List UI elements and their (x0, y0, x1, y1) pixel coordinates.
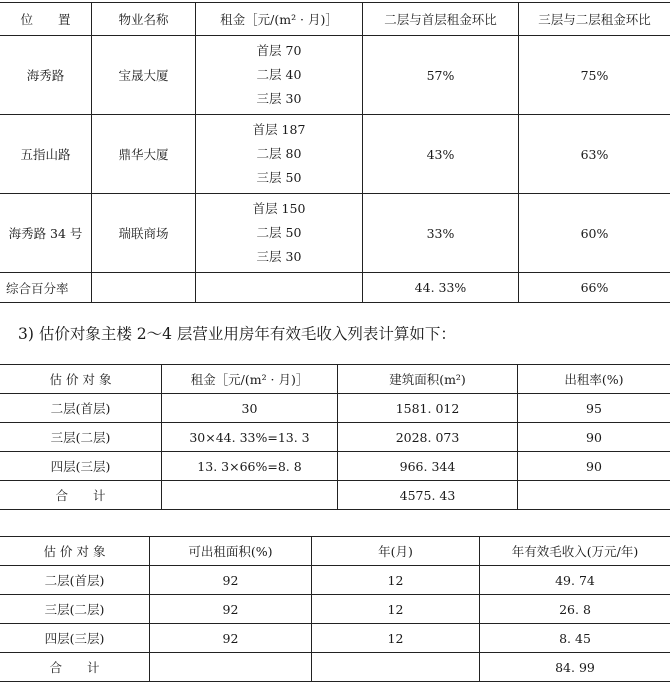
table-row (0, 624, 670, 653)
ratio-2-1-cell: 43% (363, 115, 519, 194)
rentable-cell: 92 (150, 624, 312, 653)
header-occupancy: 出租率(%) (518, 365, 670, 394)
table-row (0, 452, 670, 481)
object-cell: 二层(首层) (0, 394, 162, 423)
rentable-cell: 92 (150, 595, 312, 624)
summary-row (0, 273, 670, 303)
total-label: 合 计 (0, 481, 162, 510)
months-cell: 12 (312, 595, 480, 624)
ratio-2-1-cell: 57% (363, 36, 519, 115)
rent-second-floor: 二层 50 (196, 221, 362, 245)
section-heading: 3) 估价对象主楼 2～4 层营业用房年有效毛收入列表计算如下： (18, 322, 456, 344)
ratio-3-2-cell: 75% (519, 36, 670, 115)
comparable-rent-table (0, 2, 670, 303)
income-table (0, 536, 670, 682)
empty-cell (150, 653, 312, 682)
header-location: 位 置 (0, 3, 92, 36)
rent-area-table (0, 364, 670, 510)
header-rent: 租金［元/(m² · 月)］ (162, 365, 338, 394)
header-building-area: 建筑面积(m²) (338, 365, 518, 394)
area-cell: 2028. 073 (338, 423, 518, 452)
header-ratio-2-1: 二层与首层租金环比 (363, 3, 519, 36)
rent-second-floor: 二层 80 (196, 142, 362, 166)
table-row (0, 115, 670, 194)
table-row (0, 423, 670, 452)
empty-cell (312, 653, 480, 682)
rent-cell: 13. 3×66%=8. 8 (162, 452, 338, 481)
total-label: 合 计 (0, 653, 150, 682)
location-cell: 海秀路 34 号 (0, 194, 92, 273)
summary-ratio-3-2: 66% (519, 273, 670, 303)
rent-first-floor: 首层 187 (196, 118, 362, 142)
empty-cell (92, 273, 196, 303)
area-cell: 966. 344 (338, 452, 518, 481)
rent-cell: 30×44. 33%=13. 3 (162, 423, 338, 452)
income-cell: 49. 74 (480, 566, 670, 595)
header-ratio-3-2: 三层与二层租金环比 (519, 3, 670, 36)
location-cell: 海秀路 (0, 36, 92, 115)
table-header-row (0, 365, 670, 394)
income-cell: 8. 45 (480, 624, 670, 653)
header-object: 估 价 对 象 (0, 365, 162, 394)
header-months: 年(月) (312, 537, 480, 566)
summary-label: 综合百分率 (0, 273, 92, 303)
empty-cell (518, 481, 670, 510)
ratio-3-2-cell: 63% (519, 115, 670, 194)
rent-cell (196, 36, 363, 115)
empty-cell (196, 273, 363, 303)
summary-ratio-2-1: 44. 33% (363, 273, 519, 303)
occupancy-cell: 95 (518, 394, 670, 423)
property-cell: 鼎华大厦 (92, 115, 196, 194)
rent-cell: 30 (162, 394, 338, 423)
total-row (0, 653, 670, 682)
table-header-row (0, 537, 670, 566)
months-cell: 12 (312, 624, 480, 653)
header-annual-income: 年有效毛收入(万元/年) (480, 537, 670, 566)
table-row (0, 394, 670, 423)
rentable-cell: 92 (150, 566, 312, 595)
months-cell: 12 (312, 566, 480, 595)
occupancy-cell: 90 (518, 423, 670, 452)
rent-third-floor: 三层 30 (196, 245, 362, 269)
rent-third-floor: 三层 30 (196, 87, 362, 111)
rent-first-floor: 首层 70 (196, 39, 362, 63)
ratio-3-2-cell: 60% (519, 194, 670, 273)
rent-cell (196, 194, 363, 273)
header-property-name: 物业名称 (92, 3, 196, 36)
rent-third-floor: 三层 50 (196, 166, 362, 190)
rent-cell (196, 115, 363, 194)
total-row (0, 481, 670, 510)
location-cell: 五指山路 (0, 115, 92, 194)
header-object: 估 价 对 象 (0, 537, 150, 566)
header-rent: 租金［元/(m² · 月)］ (196, 3, 363, 36)
total-area: 4575. 43 (338, 481, 518, 510)
table-row (0, 595, 670, 624)
object-cell: 四层(三层) (0, 624, 150, 653)
property-cell: 瑞联商场 (92, 194, 196, 273)
object-cell: 四层(三层) (0, 452, 162, 481)
rent-first-floor: 首层 150 (196, 197, 362, 221)
area-cell: 1581. 012 (338, 394, 518, 423)
table-row (0, 36, 670, 115)
occupancy-cell: 90 (518, 452, 670, 481)
table-row (0, 194, 670, 273)
table-header-row (0, 3, 670, 36)
header-rentable-area: 可出租面积(%) (150, 537, 312, 566)
property-cell: 宝晟大厦 (92, 36, 196, 115)
empty-cell (162, 481, 338, 510)
rent-second-floor: 二层 40 (196, 63, 362, 87)
object-cell: 二层(首层) (0, 566, 150, 595)
table-row (0, 566, 670, 595)
income-cell: 26. 8 (480, 595, 670, 624)
total-income: 84. 99 (480, 653, 670, 682)
object-cell: 三层(二层) (0, 423, 162, 452)
object-cell: 三层(二层) (0, 595, 150, 624)
ratio-2-1-cell: 33% (363, 194, 519, 273)
